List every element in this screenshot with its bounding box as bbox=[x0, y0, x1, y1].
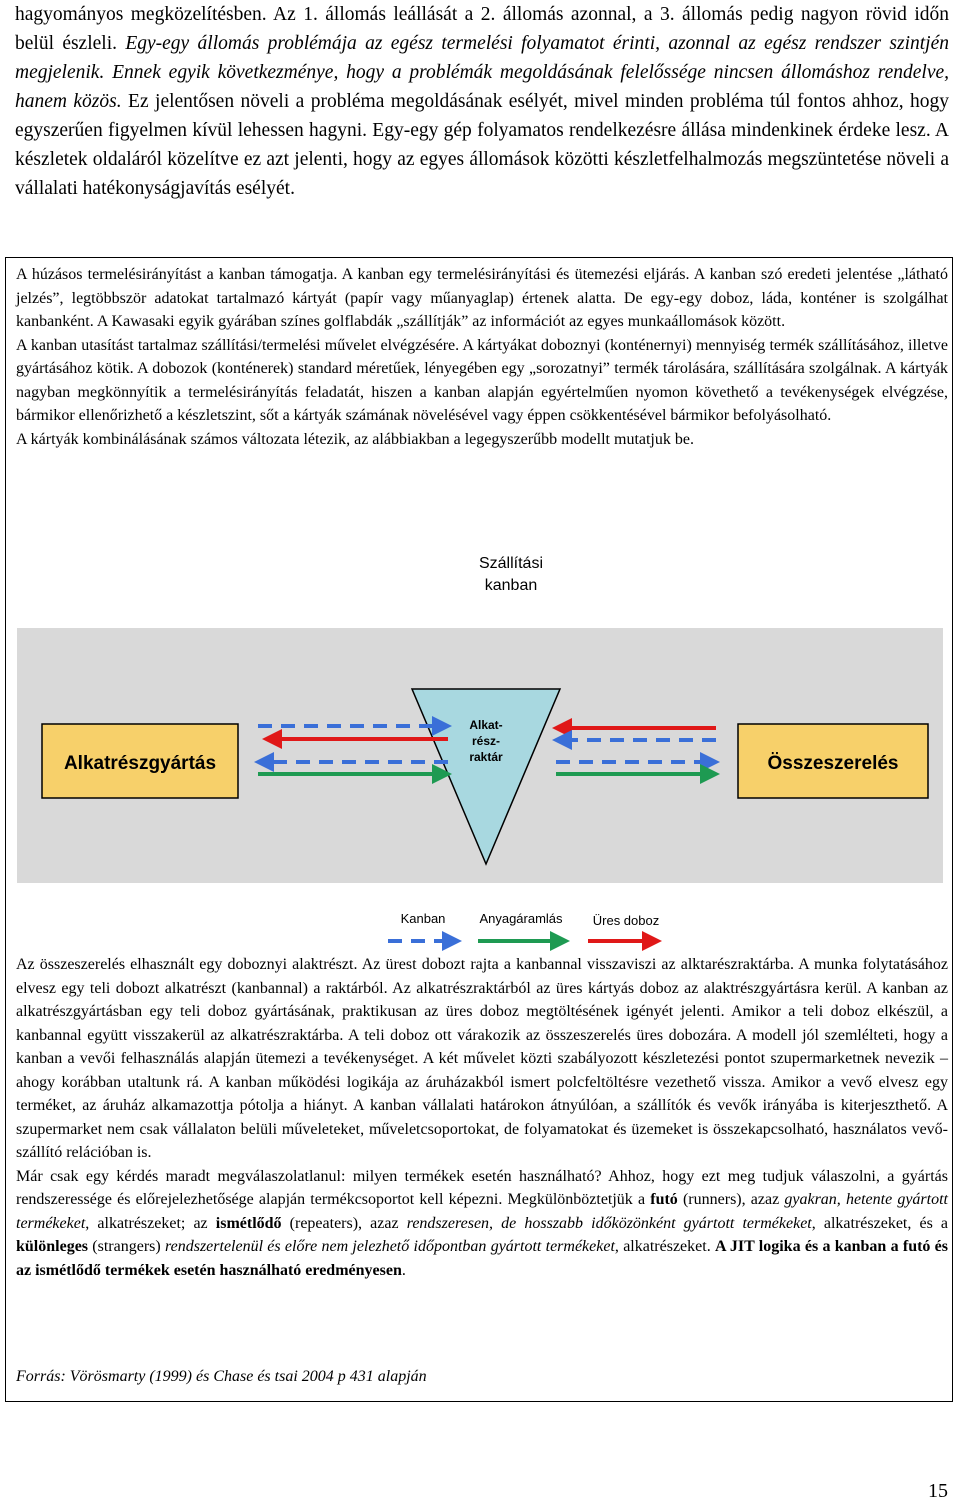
source-citation: Forrás: Vörösmarty (1999) és Chase és tsai 2004 p 431 alapján bbox=[16, 1368, 427, 1385]
warehouse-label-1: Alkat- bbox=[469, 718, 503, 732]
box-para-5 bbox=[16, 1165, 948, 1283]
parts-production-label: Alkatrészgyártás bbox=[63, 753, 217, 774]
legend-empty-label: Üres doboz bbox=[592, 913, 660, 928]
legend-kanban-label: Kanban bbox=[400, 911, 446, 926]
warehouse-label-3: raktár bbox=[469, 750, 503, 764]
p5-o: . bbox=[401, 1261, 406, 1279]
box-para-4: Az összeszerelés elhasznált egy doboznyi alaktrészt. Az ürest dobozt rajta a kanbannal visszaviszi az alktarészraktárba. A munka folytatásához elvesz egy teli dobozt alkatrészt (kanbannal) a raktárból. Az alkatrészraktárból az üres kártyás doboz az alaktrészgyártásra kerül. A kanban az alkatrészgyártásban egy teli doboz gyártásának, praktikusan az üres doboz megtöltésének igényét jelenti. Amikor a teli doboz elkészül, a kanbannal együtt visszakerül az alkatrészraktárba. A teli doboz ott várakozik az összeszerelés üres dobozára. A modell jól szemlélteti, hogy a kanban a vevői felhasználás alapján ütemezi a tevékenységet. A két művelet közti szabályozott készletezési pontot szupermarketnek nevezik – ahogy korábban utaltunk rá. A kanban működési logikája az áruházakból ismert polcfeltöltésre vezethető vissza. Amikor a vevő elvesz egy terméket, az áruház alkamazottja pótolja a hiányt. A kanban vállalati határokon átnyúlóan, a szállítók és vevők irányába is kiterjeszthető. A szupermarket nem csak vállalaton belüli műveleteket, műveletcsoportokat, de folyamatokat és üzemeket is összekapcsolható, használatos vevő-szállító relációban is. bbox=[16, 956, 948, 1161]
p5-h: rendszeresen, de hosszabb időközönként gyártott termékeket bbox=[406, 1214, 812, 1232]
top-paragraph bbox=[15, 0, 949, 203]
p5-conclusion: A JIT logika és a kanban a futó és az ismétlődő termékek esetén használható eredményesen bbox=[16, 1238, 949, 1279]
p5-a: Már csak egy kérdés maradt megválaszolatlanul: milyen termékek esetén használható? Ahhoz, hogy ezt meg tudjuk válaszolni, a gyártás rendszeressége és előrejelezhetősége alapján termékcsoportot kell képezni. Megkülönböztetjük a bbox=[16, 1167, 948, 1208]
top-text-3: Ez jelentősen növeli a probléma megoldásának esélyét, mivel minden probléma túl fontos ahhoz, hogy egyszerűen figyelmen kívül lehessen hagyni. Egy-egy gép folyamatos rendelkezésre állása mindenkinek érdeke lesz. A készletek oldaláról közelítve ez azt jelenti, hogy az egyes állomások közötti készletfelhalmozás megszüntetése növeli a vállalati hatékonyságjavítás esélyét. bbox=[15, 91, 949, 199]
p5-k: (strangers) bbox=[88, 1238, 165, 1255]
delivery-kanban-line2: kanban bbox=[484, 577, 538, 594]
p5-i: , alkatrészeket, és a bbox=[811, 1214, 949, 1232]
box-intro bbox=[16, 263, 948, 451]
p5-repeaters: ismétlődő bbox=[215, 1214, 282, 1232]
p5-c: (runners), azaz bbox=[677, 1191, 785, 1208]
kanban-info-box bbox=[5, 257, 953, 1402]
legend-material-label: Anyagáramlás bbox=[479, 911, 563, 926]
assembly-label: Összeszerelés bbox=[767, 753, 899, 774]
box-para-3: A kártyák kombinálásának számos változata létezik, az alábbiakban a legegyszerűbb modellt mutatjuk be. bbox=[16, 430, 694, 448]
delivery-kanban-card bbox=[463, 543, 559, 603]
page-number: 15 bbox=[928, 1480, 948, 1502]
p5-d: gyakran, hetente gyártott termékeket bbox=[16, 1191, 948, 1232]
box-para-1: A húzásos termelésirányítást a kanban támogatja. A kanban egy termelésirányítási és ütemezési eljárás. A kanban szó eredeti jelentése „látható jelzés”, legtöbbször adatokat tartalmazó kártyát (papír vagy műanyaglap) értenek alatta. De egy-egy doboz, láda, konténer is szolgálhat kanbanként. A Kawasaki egyik gyárában színes golflabdák „szállítják” az információt az egyes munkaállomások között. bbox=[16, 266, 948, 330]
box-explanation bbox=[16, 953, 948, 1282]
box-para-2: A kanban utasítást tartalmaz szállítási/termelési művelet elvégzésére. A kártyákat doboznyi (konténernyi) mennyiség termék szállításához, illetve gyártásához kötik. A dobozok (konténerek) standard méretűek, lényegében egy „sorozatnyi” termék tárolására, szállítására szolgálnak. A kártyák nagyban megkönnyítik a termelésirányítás feladatát, hiszen a kanban alapján egyértelműen nyomon követhető a tevékenységek elvégzése, bármikor ellenőrizhető a készletszint, sőt a kártyák számának növelésével vagy éppen csökkentésével bármikor befolyásolható. bbox=[16, 336, 948, 424]
top-text-1: hagyományos megközelítésben. Az 1. állomás leállását a 2. állomás azonnal, a 3. állomás pedig nagyon rövid időn belül észleli. bbox=[15, 4, 949, 54]
warehouse-label-2: rész- bbox=[471, 734, 501, 748]
top-text-italic: Egy-egy állomás problémája az egész termelési folyamatot érinti, azonnal az egész rendszer szintjén megjelenik. Ennek egyik következménye, hogy a problémák megoldásának felelőssége nincsen állomáshoz rendelve, hanem közös. bbox=[15, 33, 949, 112]
p5-m: , alkatrészeket. bbox=[614, 1238, 715, 1255]
p5-runners: futó bbox=[650, 1191, 678, 1208]
delivery-kanban-line1: Szállítási bbox=[478, 555, 544, 572]
p5-g: (repeaters), azaz bbox=[281, 1214, 407, 1232]
p5-l: rendszertelenül és előre nem jelezhető időpontban gyártott termékeket bbox=[164, 1238, 615, 1255]
p5-strangers: különleges bbox=[16, 1238, 89, 1255]
p5-e: , alkatrészeket; az bbox=[85, 1214, 216, 1232]
